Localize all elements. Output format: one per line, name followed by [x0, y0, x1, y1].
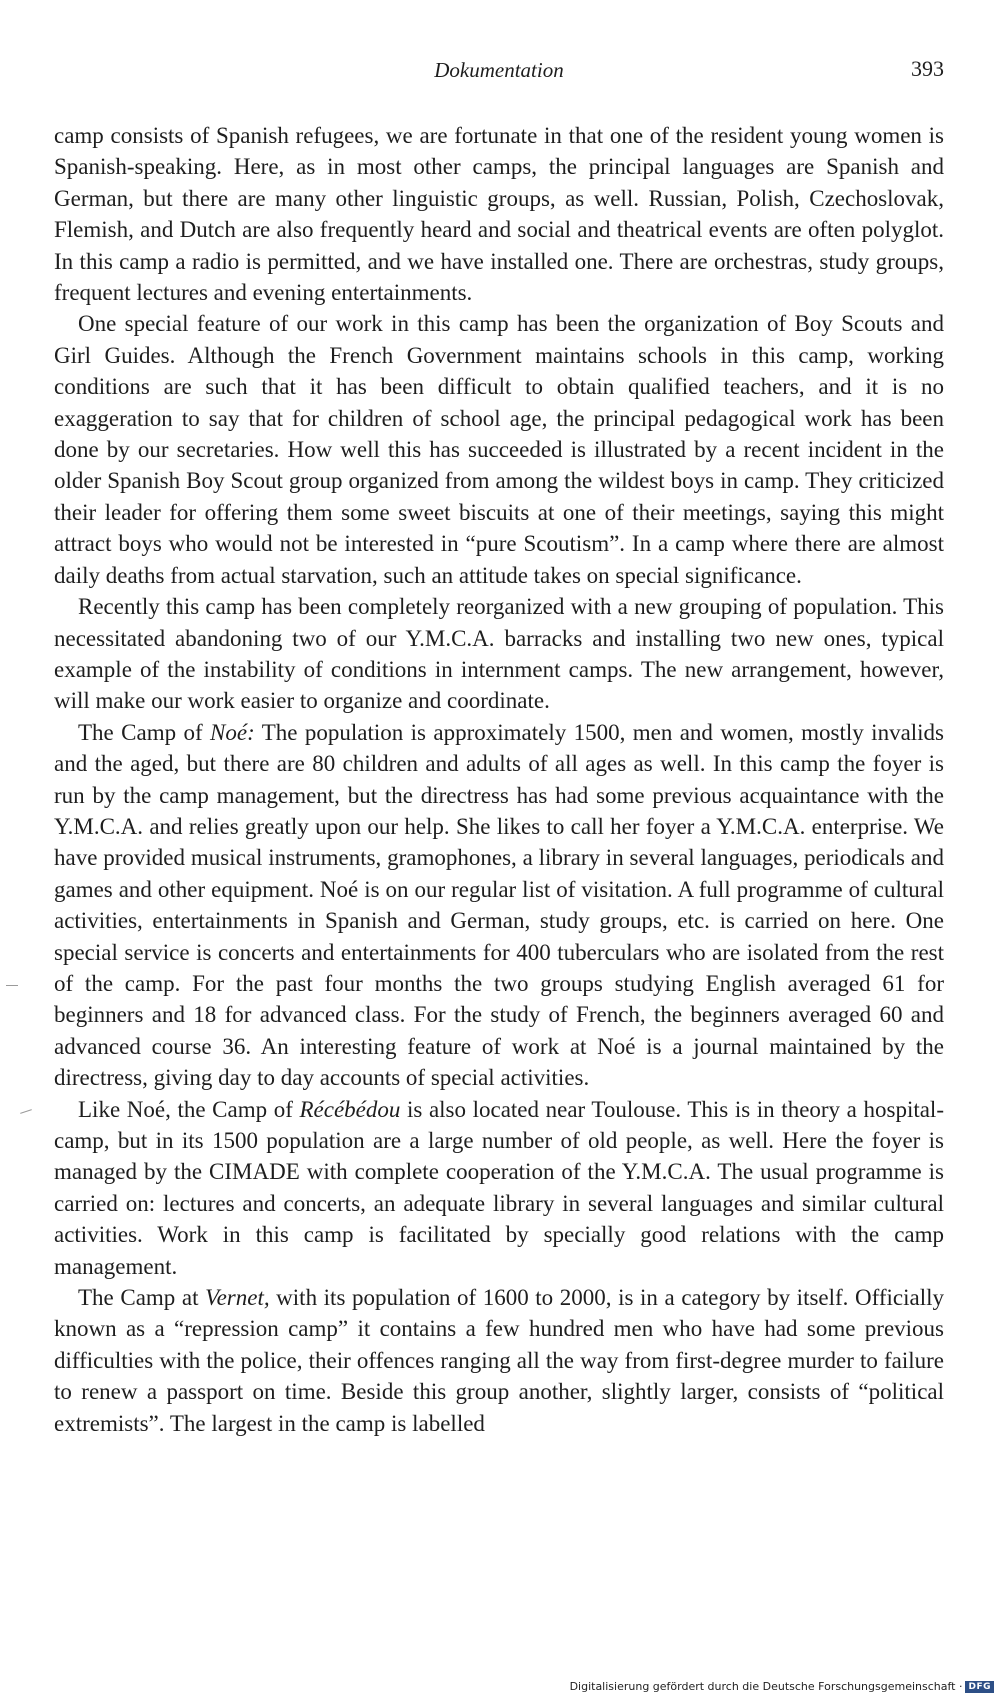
page-header	[54, 56, 944, 86]
paragraph-text: is also located near Toulouse. This is in theory a hospital-camp, but in its 1500 population are a large number of old people, as well. Here the foyer is managed by the CIMADE with complete cooperation of the Y.M.C.A. The usual programme is carried on: lectures and concerts, an adequate library in several languages and similar cultural activities. Work in this camp is facilitated by specially good relations with the camp management.	[54, 1096, 944, 1279]
paragraph-text: The Camp of	[78, 719, 211, 745]
italic-place-name: Récébédou	[299, 1096, 401, 1122]
paragraph-text: One special feature of our work in this camp has been the organization of Boy Scouts and Girl Guides. Although the French Government maintains schools in this camp, working conditions are such that it has been difficult to obtain qualified teachers, and it is no exaggeration to say that for children of school age, the principal pedagogical work has been done by our secretaries. How well this has succeeded is illustrated by a recent incident in the older Spanish Boy Scout group organized from among the wildest boys in camp. They criticized their leader for offering them some sweet biscuits at one of their meetings, saying this might attract boys who would not be interested in “pure Scoutism”. In a camp where there are almost daily deaths from actual starvation, such an attitude takes on special significance.	[54, 311, 944, 588]
paragraph	[54, 1282, 944, 1439]
credit-text: Digitalisierung gefördert durch die Deutsche Forschungsgemeinschaft ·	[569, 1680, 963, 1693]
margin-mark	[6, 985, 18, 986]
italic-place-name: Noé:	[210, 719, 255, 745]
paragraph-text: The population is approximately 1500, men and women, mostly invalids and the aged, but there are 80 children and adults of all ages as well. In this camp the foyer is run by the camp management, but the directress has had some previous acquaintance with the Y.M.C.A. and relies greatly upon our help. She likes to call her foyer a Y.M.C.A. enterprise. We have provided musical instruments, gramophones, a library in several languages, periodicals and games and other equipment. Noé is on our regular list of visitation. A full programme of cultural activities, entertainments in Spanish and German, study groups, etc. is carried on here. One special service is concerts and entertainments for 400 tuberculars who are isolated from the rest of the camp. For the past four months the two groups studying English averaged 61 for beginners and 18 for advanced class. For the study of French, the beginners averaged 60 and advanced course 36. An interesting feature of work at Noé is a journal maintained by the directress, giving day to day accounts of special activities.	[54, 719, 945, 1091]
body-text	[54, 120, 944, 1439]
paragraph	[54, 308, 944, 591]
paragraph-text: Like Noé, the Camp of	[78, 1096, 300, 1122]
paragraph-text: with its population of 1600 to 2000, is in a category by itself. Officially known as a “repression camp” it contains a few hundred men who have had some previous difficulties with the police, their offences ranging all the way from first-degree murder to failure to renew a passport on time. Beside this group another, slightly larger, consists of “political extremists”. The largest in the camp is labelled	[54, 1285, 944, 1436]
dfg-logo: DFG	[965, 1681, 994, 1693]
running-title: Dokumentation	[434, 58, 564, 82]
paragraph	[54, 1094, 944, 1282]
paragraph	[54, 717, 944, 1094]
paragraph	[54, 120, 944, 308]
paragraph-text: The Camp at	[78, 1285, 206, 1311]
italic-place-name: Vernet,	[205, 1285, 270, 1311]
paragraph-text: camp consists of Spanish refugees, we are fortunate in that one of the resident young women is Spanish-speaking. Here, as in most other camps, the principal languages are Spanish and German, but there are many other linguistic groups, as well. Russian, Polish, Czechoslovak, Flemish, and Dutch are also frequently heard and social and theatrical events are often polyglot. In this camp a radio is permitted, and we have installed one. There are orchestras, study groups, frequent lectures and evening entertainments.	[54, 123, 944, 306]
margin-mark	[20, 1109, 32, 1114]
paragraph-text: Recently this camp has been completely reorganized with a new grouping of population. This necessitated abandoning two of our Y.M.C.A. barracks and installing two new ones, typical example of the instability of conditions in internment camps. The new arrangement, however, will make our work easier to organize and coordinate.	[54, 594, 944, 714]
page-number: 393	[911, 56, 944, 81]
digitization-credit	[570, 1680, 994, 1693]
paragraph	[54, 591, 944, 717]
